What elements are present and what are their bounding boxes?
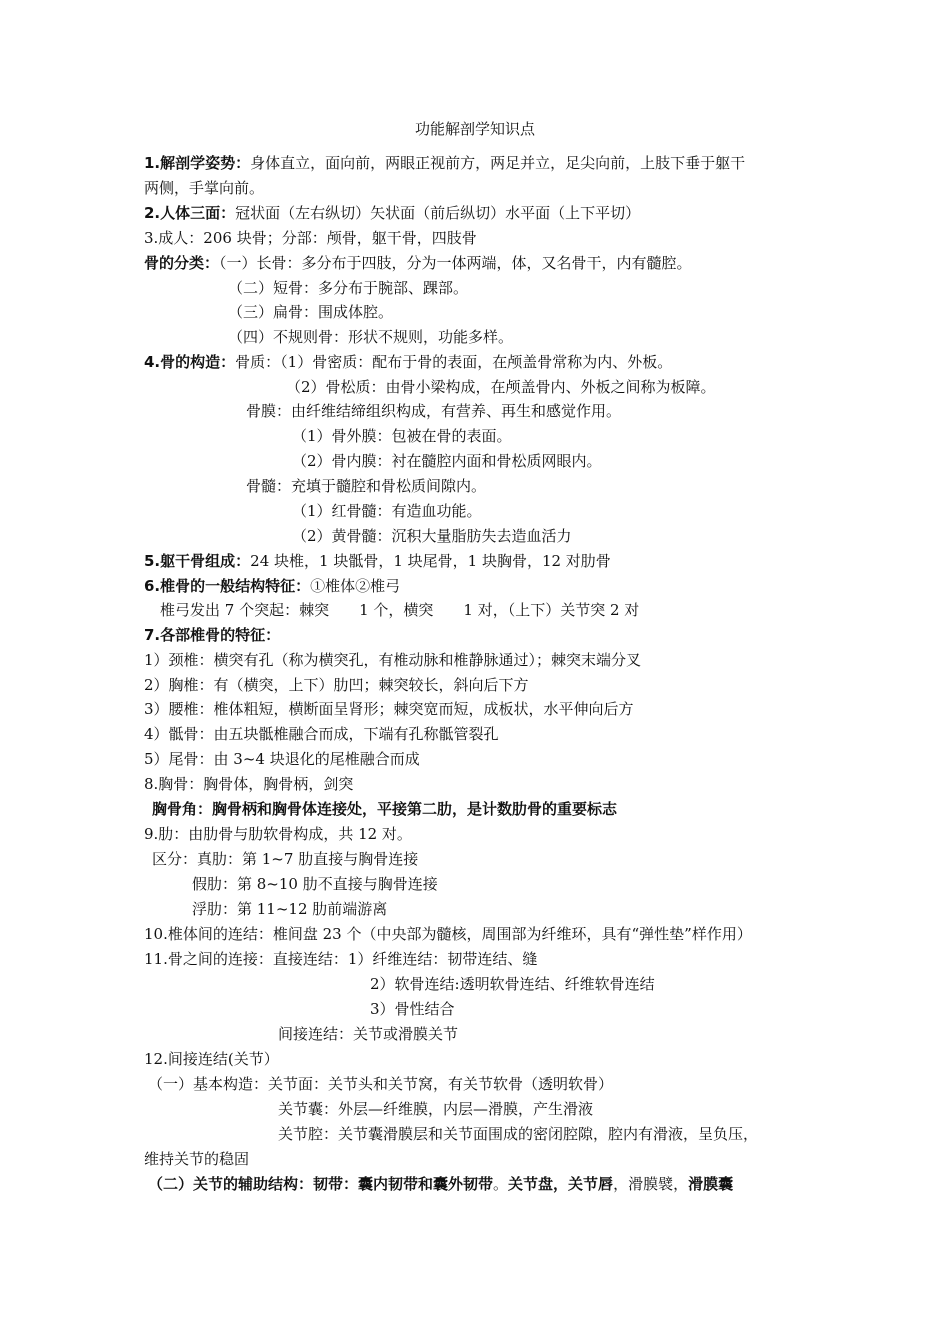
text-span: 12.间接连结(关节）: [144, 1050, 279, 1068]
text-line: [152, 799, 617, 819]
text-line: [144, 625, 280, 645]
text-span: 8.胸骨：胸骨体，胸骨柄，剑突: [144, 775, 354, 793]
text-span: （2）黄骨髓：沉积大量脂肪失去造血活力: [292, 527, 572, 545]
text-span: 5）尾骨：由 3~4 块退化的尾椎融合而成: [144, 750, 420, 768]
bold-text: 各部椎骨的特征：: [160, 626, 281, 644]
text-line: [144, 675, 529, 695]
text-line: [144, 650, 641, 670]
text-span: （2）骨内膜：衬在髓腔内面和骨松质网眼内。: [292, 452, 602, 470]
bold-text: 胸骨角：胸骨柄和胸骨体连接处，平接第二肋，是计数肋骨的重要标志: [152, 800, 618, 818]
text-line: [292, 501, 482, 521]
text-line: [192, 874, 438, 894]
text-line: [278, 1124, 758, 1144]
text-line: [144, 253, 692, 273]
text-line: [246, 401, 621, 421]
text-span: （一）长骨：多分布于四肢，分为一体两端，体，又名骨干，内有髓腔。: [219, 254, 692, 272]
text-line: [144, 924, 752, 944]
text-span: 2）胸椎：有（横突，上下）肋凹；棘突较长，斜向后下方: [144, 676, 529, 694]
text-line: [160, 600, 639, 620]
text-line: [144, 178, 264, 198]
text-span: 浮肋：第 11~12 肋前端游离: [192, 900, 388, 918]
text-span: 10.椎体间的连结：椎间盘 23 个（中央部为髓核，周围部为纤维环，具有“弹性垫”样作用）: [144, 925, 752, 943]
text-line: [148, 1074, 613, 1094]
text-line: [144, 352, 672, 372]
text-span: （四）不规则骨：形状不规则，功能多样。: [228, 328, 514, 346]
text-line: [144, 774, 353, 794]
text-span: 骨质：（1）骨密质：配布于骨的表面，在颅盖骨常称为内、外板。: [235, 353, 673, 371]
text-line: [152, 849, 418, 869]
text-line: [144, 1149, 249, 1169]
bold-text: 骨的构造：: [160, 353, 236, 371]
text-span: （一）基本构造：关节面：关节头和关节窝，有关节软骨（透明软骨）: [148, 1075, 614, 1093]
bold-text: 囊内韧带和囊外韧带: [358, 1175, 494, 1193]
text-line: [148, 1174, 733, 1194]
bold-text: 2.: [144, 204, 161, 222]
text-span: 3.成人：206 块骨；分部：颅骨，躯干骨，四肢骨: [144, 229, 477, 247]
bold-text: 滑膜囊: [688, 1175, 734, 1193]
bold-text: 关节盘，关节唇: [508, 1175, 614, 1193]
text-span: 身体直立，面向前，两眼正视前方，两足并立，足尖向前，上肢下垂于躯干: [250, 154, 746, 172]
text-line: [144, 699, 634, 719]
text-line: [292, 526, 572, 546]
text-line: [144, 749, 420, 769]
text-line: [144, 724, 499, 744]
page-title: 功能解剖学知识点: [414, 120, 535, 138]
text-line: [278, 1099, 593, 1119]
text-span: 。: [493, 1175, 509, 1193]
bold-text: 5.: [144, 552, 161, 570]
text-line: [228, 327, 513, 347]
text-span: 冠状面（左右纵切）矢状面（前后纵切）水平面（上下平切）: [235, 204, 641, 222]
text-line: [278, 1024, 458, 1044]
text-span: （1）红骨髓：有造血功能。: [292, 502, 482, 520]
text-span: （2）骨松质：由骨小梁构成，在颅盖骨内、外板之间称为板障。: [286, 378, 716, 396]
text-line: [192, 899, 387, 919]
text-span: 关节腔：关节囊滑膜层和关节面围成的密闭腔隙，腔内有滑液，呈负压，: [278, 1125, 759, 1143]
text-span: 维持关节的稳固: [144, 1150, 250, 1168]
text-span: 骨膜：由纤维结缔组织构成，有营养、再生和感觉作用。: [246, 402, 622, 420]
text-line: [144, 228, 477, 248]
text-span: 9.肋：由肋骨与肋软骨构成，共 12 对。: [144, 825, 412, 843]
text-line: [144, 203, 640, 223]
text-line: [246, 476, 486, 496]
bold-text: 解剖学姿势：: [160, 154, 251, 172]
text-span: 2）软骨连结:透明软骨连结、纤维软骨连结: [370, 975, 655, 993]
text-span: ①椎体②椎弓: [310, 577, 401, 595]
text-span: （二）短骨：多分布于腕部、踝部。: [228, 279, 469, 297]
text-span: 假肋：第 8~10 肋不直接与胸骨连接: [192, 875, 438, 893]
bold-text: 6.: [144, 577, 161, 595]
text-span: （1）骨外膜：包被在骨的表面。: [292, 427, 512, 445]
text-span: ，滑膜襞，: [613, 1175, 689, 1193]
text-line: [292, 426, 512, 446]
text-span: 关节囊：外层—纤维膜，内层—滑膜，产生滑液: [278, 1100, 594, 1118]
text-line: [144, 824, 412, 844]
bold-text: （二）关节的辅助结构：韧带：: [148, 1175, 359, 1193]
text-line: [144, 1049, 279, 1069]
text-line: [286, 377, 716, 397]
text-line: [144, 551, 611, 571]
text-span: 骨髓：充填于髓腔和骨松质间隙内。: [246, 477, 487, 495]
text-span: 两侧，手掌向前。: [144, 179, 265, 197]
bold-text: 1.: [144, 154, 161, 172]
bold-text: 椎骨的一般结构特征：: [160, 577, 311, 595]
text-line: [228, 278, 468, 298]
bold-text: 躯干骨组成：: [160, 552, 251, 570]
text-span: （三）扁骨：围成体腔。: [228, 303, 394, 321]
text-span: 3）骨性结合: [370, 1000, 455, 1018]
text-span: 1）颈椎：横突有孔（称为横突孔，有椎动脉和椎静脉通过）；棘突末端分叉: [144, 651, 642, 669]
bold-text: 4.: [144, 353, 161, 371]
text-line: [144, 949, 537, 969]
text-span: 3）腰椎：椎体粗短，横断面呈肾形；棘突宽而短，成板状，水平伸向后方: [144, 700, 634, 718]
text-span: 4）骶骨：由五块骶椎融合而成，下端有孔称骶管裂孔: [144, 725, 499, 743]
text-span: 椎弓发出 7 个突起：棘突 1 个，横突 1 对，（上下）关节突 2 对: [160, 601, 640, 619]
bold-text: 骨的分类：: [144, 254, 220, 272]
text-span: 间接连结：关节或滑膜关节: [278, 1025, 459, 1043]
text-span: 11.骨之间的连接：直接连结：1）纤维连结：韧带连结、缝: [144, 950, 538, 968]
text-span: 24 块椎，1 块骶骨，1 块尾骨，1 块胸骨，12 对肋骨: [250, 552, 611, 570]
text-line: [228, 302, 393, 322]
text-line: [292, 451, 602, 471]
text-line: [370, 974, 655, 994]
bold-text: 人体三面：: [160, 204, 236, 222]
text-line: [144, 153, 745, 173]
bold-text: 7.: [144, 626, 161, 644]
text-line: [370, 999, 455, 1019]
text-span: 区分：真肋：第 1~7 肋直接与胸骨连接: [152, 850, 419, 868]
text-line: [144, 576, 400, 596]
